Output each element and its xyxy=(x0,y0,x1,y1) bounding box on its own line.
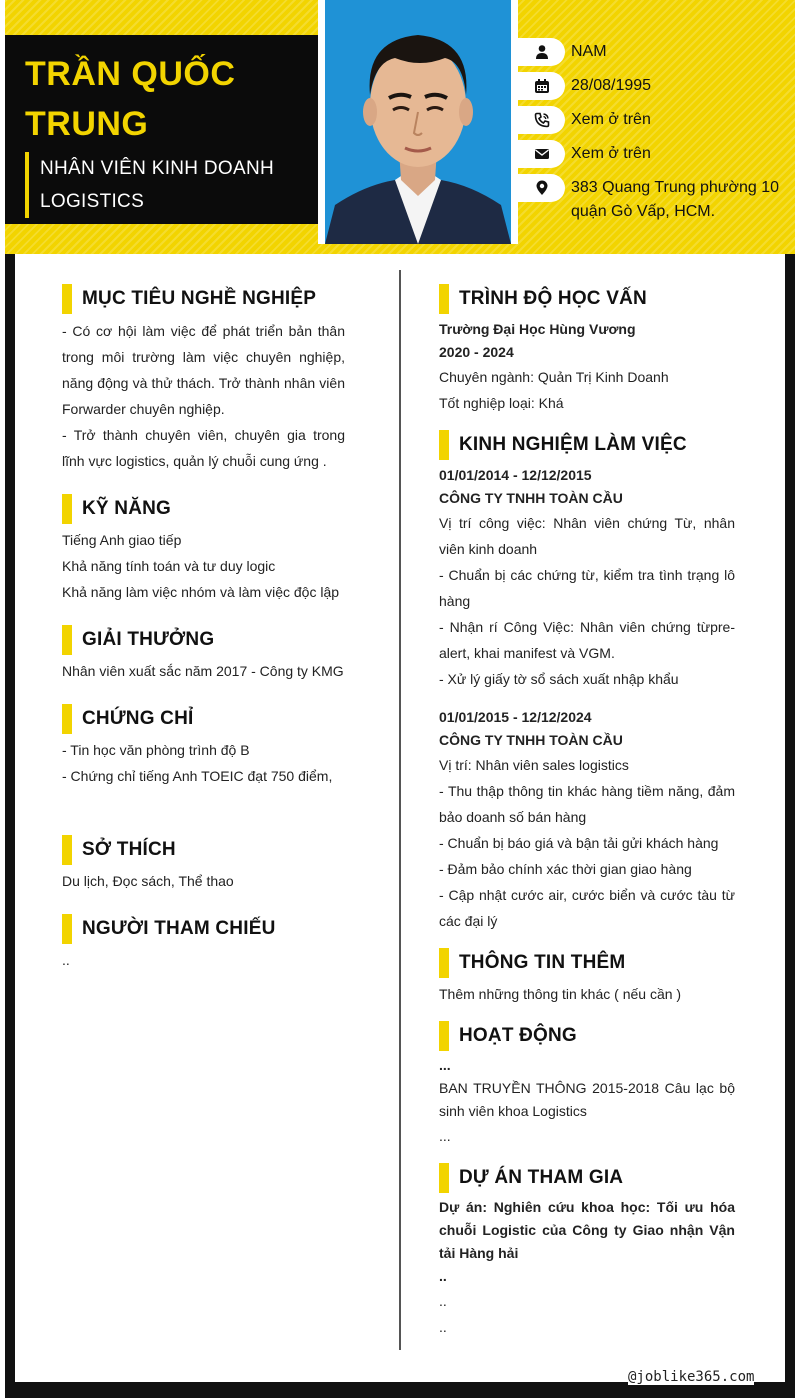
location-pin-icon xyxy=(518,174,565,202)
activity-text: BAN TRUYỀN THÔNG 2015-2018 Câu lạc bộ sinh viên khoa Logistics xyxy=(439,1080,735,1119)
title-accent-bar xyxy=(439,1021,449,1051)
award-item: Nhân viên xuất sắc năm 2017 - Công ty KMG xyxy=(62,663,344,679)
candidate-name-line2: TRUNG xyxy=(25,105,149,143)
portrait-illustration xyxy=(325,0,511,244)
education-grade: Tốt nghiệp loại: Khá xyxy=(439,395,564,411)
email-icon xyxy=(518,140,565,168)
left-column xyxy=(62,284,345,973)
title-accent-bar xyxy=(439,1163,449,1193)
section-title-text: MỤC TIÊU NGHỀ NGHIỆP xyxy=(82,288,317,309)
certificate-item: - Tin học văn phòng trình độ B xyxy=(62,742,250,758)
section-awards-title xyxy=(62,625,345,655)
section-education-title xyxy=(439,284,735,314)
education-years: 2020 - 2024 xyxy=(439,344,514,360)
job-title-line1: NHÂN VIÊN KINH DOANH xyxy=(40,158,275,179)
info-birthdate xyxy=(518,72,790,100)
section-references-title xyxy=(62,914,345,944)
section-title-text: NGƯỜI THAM CHIẾU xyxy=(82,918,276,939)
job-period: 01/01/2015 - 12/12/2024 xyxy=(439,709,592,725)
job-line: - Chuẩn bị các chứng từ, kiểm tra tình trạng lô hàng xyxy=(439,567,735,609)
address-text xyxy=(571,174,779,224)
section-skills-title xyxy=(62,494,345,524)
objective-paragraph-1: - Có cơ hội làm việc để phát triển bản thân trong môi trường làm việc chuyên nghiệp, năng động và thử thách. Trở thành nhân viên Forwarder chuyên nghiệp. xyxy=(62,323,345,417)
title-accent-bar xyxy=(62,494,72,524)
section-title-text: KỸ NĂNG xyxy=(82,498,172,519)
section-activities-title xyxy=(439,1021,735,1051)
contact-info xyxy=(518,38,790,230)
job-line: Vị trí công việc: Nhân viên chứng Từ, nhân viên kinh doanh xyxy=(439,515,735,557)
section-hobbies-title xyxy=(62,835,345,865)
profile-photo xyxy=(325,0,511,244)
references-text: .. xyxy=(62,952,70,968)
phone-icon xyxy=(518,106,565,134)
title-accent-bar xyxy=(62,704,72,734)
job-line: - Cập nhật cước air, cước biển và cước tàu từ các đại lý xyxy=(439,887,735,929)
section-certificates-title xyxy=(62,704,345,734)
right-column xyxy=(439,284,735,1340)
address-line1: 383 Quang Trung phường 10 xyxy=(571,179,780,196)
info-address xyxy=(518,174,790,224)
project-line: .. xyxy=(439,1319,447,1335)
education-major: Chuyên ngành: Quản Trị Kinh Doanh xyxy=(439,369,669,385)
section-extra-title xyxy=(439,948,735,978)
skill-item: Tiếng Anh giao tiếp xyxy=(62,532,182,548)
section-title-text: CHỨNG CHỈ xyxy=(82,708,194,729)
job-period: 01/01/2014 - 12/12/2015 xyxy=(439,467,592,483)
section-title-text: TRÌNH ĐỘ HỌC VẤN xyxy=(459,288,647,309)
job-line: - Đảm bảo chính xác thời gian giao hàng xyxy=(439,861,692,877)
activity-after: ... xyxy=(439,1128,451,1144)
title-accent-bar xyxy=(439,284,449,314)
title-accent-bar xyxy=(439,430,449,460)
job-company: CÔNG TY TNHH TOÀN CẦU xyxy=(439,490,623,506)
job-line: - Chuẩn bị báo giá và bận tải gửi khách hàng xyxy=(439,835,719,851)
section-experience-title xyxy=(439,430,735,460)
hobbies-text: Du lịch, Đọc sách, Thể thao xyxy=(62,873,234,889)
section-projects-title xyxy=(439,1163,735,1193)
extra-text: Thêm những thông tin khác ( nếu cần ) xyxy=(439,986,682,1002)
activity-heading: ... xyxy=(439,1057,451,1073)
title-accent-bar xyxy=(62,625,72,655)
birthdate-text: 28/08/1995 xyxy=(571,77,652,94)
phone-text: Xem ở trên xyxy=(571,111,651,128)
certificate-item: - Chứng chỉ tiếng Anh TOEIC đạt 750 điểm, xyxy=(62,768,333,784)
section-title-text: GIẢI THƯỞNG xyxy=(82,629,215,650)
job-line: - Nhận rí Công Việc: Nhân viên chứng từpre-alert, khai manifest và VGM. xyxy=(439,619,735,661)
section-title-text: HOẠT ĐỘNG xyxy=(459,1025,577,1046)
job-title xyxy=(25,152,298,218)
name-box xyxy=(5,35,318,224)
project-name: Dự án: Nghiên cứu khoa học: Tối ưu hóa chuỗi Logistic của Công ty Giao nhận Vận tải Hàng hải xyxy=(439,1199,735,1261)
calendar-icon xyxy=(518,72,565,100)
job-line: Vị trí: Nhân viên sales logistics xyxy=(439,757,629,773)
info-gender xyxy=(518,38,790,66)
info-phone xyxy=(518,106,790,134)
title-accent-bar xyxy=(62,284,72,314)
objective-paragraph-2: - Trở thành chuyên viên, chuyên gia trong lĩnh vực logistics, quản lý chuỗi cung ứng . xyxy=(62,427,345,469)
section-title-text: DỰ ÁN THAM GIA xyxy=(459,1167,624,1188)
candidate-name-line1: TRẦN QUỐC xyxy=(25,55,236,93)
project-line: .. xyxy=(439,1293,447,1309)
project-line: .. xyxy=(439,1268,447,1284)
email-text: Xem ở trên xyxy=(571,145,651,162)
section-title-text: KINH NGHIỆM LÀM VIỆC xyxy=(459,434,687,455)
job-title-line2: LOGISTICS xyxy=(40,191,145,212)
watermark-credit: @joblike365.com xyxy=(628,1369,755,1385)
job-line: - Xử lý giấy tờ sổ sách xuất nhập khẩu xyxy=(439,671,679,687)
job-company: CÔNG TY TNHH TOÀN CẦU xyxy=(439,732,623,748)
title-accent-bar xyxy=(439,948,449,978)
skill-item: Khả năng tính toán và tư duy logic xyxy=(62,558,276,574)
skill-item: Khả năng làm việc nhóm và làm việc độc lập xyxy=(62,584,340,600)
section-objective-title xyxy=(62,284,345,314)
gender-text: NAM xyxy=(571,43,607,60)
title-accent-bar xyxy=(62,835,72,865)
section-title-text: THÔNG TIN THÊM xyxy=(459,952,626,973)
section-title-text: SỞ THÍCH xyxy=(82,839,176,860)
title-accent-bar xyxy=(62,914,72,944)
education-school: Trường Đại Học Hùng Vương xyxy=(439,321,636,337)
person-icon xyxy=(518,38,565,66)
column-divider xyxy=(399,270,401,1350)
address-line2: quận Gò Vấp, HCM. xyxy=(571,203,716,220)
info-email xyxy=(518,140,790,168)
job-line: - Thu thập thông tin khác hàng tiềm năng, đảm bảo doanh số bán hàng xyxy=(439,783,735,825)
profile-photo-frame xyxy=(318,0,518,244)
